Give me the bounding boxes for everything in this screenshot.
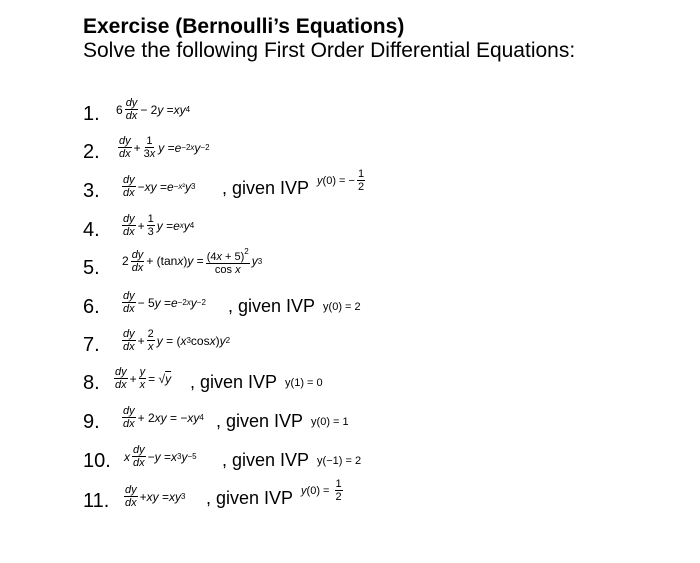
exercise-row [0, 242, 700, 280]
ivp-condition: y (0) = − $\frac{1}{2}$ [317, 168, 365, 193]
ivp-condition: y(1) = 0 [285, 376, 323, 389]
equation: $\frac{dy}{dx}$ − 5 y = e −2x y −2 [123, 290, 206, 315]
equation: 2 $\frac{dy}{dx}$ + (tan x ) y = $\frac{(4x + 5)^2}{\text{cos x}}$ y 3 [122, 247, 263, 276]
ivp-label: , given IVP [190, 372, 278, 392]
equation: 6 $\frac{dy}{dx}$ − 2 y = xy 4 [116, 97, 191, 122]
equation: $\frac{dy}{dx}$ + $\frac{2}{x}$ y = ( x 3 cos x ) y 2 [123, 328, 231, 353]
ivp-clause [222, 450, 361, 471]
exercise-row [0, 88, 700, 126]
exercise-number: 2. [83, 141, 100, 163]
equation: $\frac{dy}{dx}$ + 2 xy = − xy 4 [123, 405, 204, 430]
exercise-row [0, 281, 700, 319]
exercise-row [0, 319, 700, 357]
ivp-clause [190, 372, 323, 393]
ivp-label: , given IVP [216, 411, 304, 431]
ivp-clause [222, 168, 367, 201]
exercise-number: 10. [83, 450, 111, 472]
exercise-number: 8. [83, 372, 100, 394]
exercise-subtitle: Solve the following First Order Differential Equations: [83, 39, 576, 62]
ivp-condition: y(0) = 2 [323, 300, 361, 313]
equation: x $\frac{dy}{dx}$ − y = x 3 y −5 [124, 444, 197, 469]
exercise-title: Exercise (Bernoulli’s Equations) [83, 15, 405, 38]
equation: $\frac{dy}{dx}$ + xy = xy 3 [125, 484, 186, 509]
equation: $\frac{dy}{dx}$ + $\frac{y}{x}$ = √ y [115, 366, 172, 391]
equation: $\frac{dy}{dx}$ − xy = e −x² y 3 [123, 174, 196, 199]
exercise-row [0, 204, 700, 242]
exercise-row [0, 126, 700, 164]
ivp-label: , given IVP [222, 178, 310, 198]
exercise-number: 4. [83, 219, 100, 241]
ivp-clause [228, 296, 361, 317]
ivp-label: , given IVP [228, 296, 316, 316]
exercise-number: 3. [83, 180, 100, 202]
ivp-condition: y(0) = 1 [311, 415, 349, 428]
ivp-condition: y (0) = $\frac{1}{2}$ [301, 478, 342, 503]
ivp-clause [206, 478, 345, 511]
ivp-condition: y(−1) = 2 [317, 454, 362, 467]
equation: $\frac{dy}{dx}$ + $\frac{1}{3}$ y = e x y 4 [123, 213, 195, 238]
exercise-number: 9. [83, 411, 100, 433]
exercise-number: 11. [83, 490, 110, 512]
equation: $\frac{dy}{dx}$ + $\frac{1}{3x}$ y = e −2x y −2 [119, 135, 210, 160]
exercise-number: 1. [83, 103, 100, 125]
exercise-row [0, 475, 700, 513]
ivp-label: , given IVP [222, 450, 310, 470]
ivp-label: , given IVP [206, 488, 294, 508]
ivp-clause [216, 411, 349, 432]
exercise-number: 7. [83, 334, 100, 356]
exercise-row [0, 165, 700, 203]
exercise-row [0, 396, 700, 434]
exercise-number: 5. [83, 257, 100, 279]
exercise-number: 6. [83, 296, 100, 318]
exercise-row [0, 435, 700, 473]
exercise-row [0, 357, 700, 395]
